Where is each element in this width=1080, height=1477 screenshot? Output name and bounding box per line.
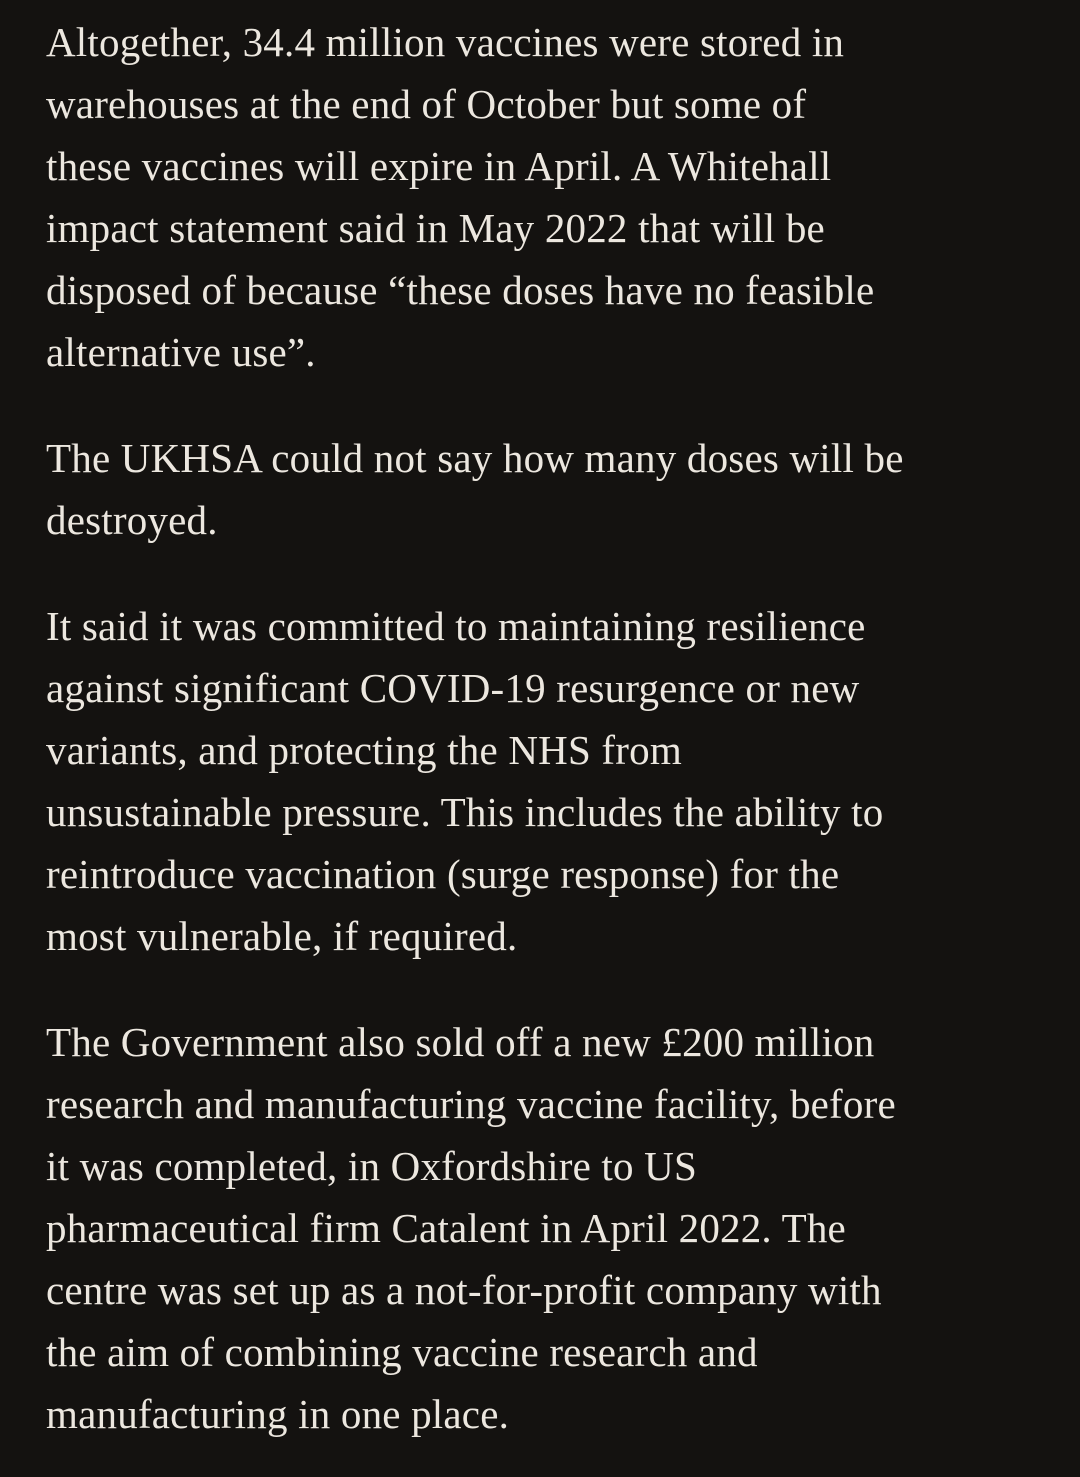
paragraph-line: unsustainable pressure. This includes the ability to bbox=[46, 789, 884, 835]
paragraph-line: reintroduce vaccination (surge response) for the bbox=[46, 851, 840, 897]
article-paragraph bbox=[46, 595, 1080, 967]
paragraph-line: centre was set up as a not-for-profit company with bbox=[46, 1267, 882, 1313]
paragraph-line: research and manufacturing vaccine facility, before bbox=[46, 1081, 896, 1127]
paragraph-line: the aim of combining vaccine research and bbox=[46, 1329, 758, 1375]
paragraph-line: pharmaceutical firm Catalent in April 2022. The bbox=[46, 1205, 846, 1251]
paragraph-line: it was completed, in Oxfordshire to US bbox=[46, 1143, 697, 1189]
paragraph-line: against significant COVID-19 resurgence or new bbox=[46, 665, 860, 711]
paragraph-line: manufacturing in one place. bbox=[46, 1391, 510, 1437]
paragraph-line: these vaccines will expire in April. A Whitehall bbox=[46, 143, 832, 189]
article-paragraph bbox=[46, 11, 1080, 383]
article-paragraph bbox=[46, 1011, 1080, 1445]
article-paragraph bbox=[46, 427, 1080, 551]
paragraph-line: alternative use”. bbox=[46, 329, 316, 375]
paragraph-line: impact statement said in May 2022 that will be bbox=[46, 205, 825, 251]
paragraph-line: Altogether, 34.4 million vaccines were stored in bbox=[46, 19, 845, 65]
paragraph-line: The UKHSA could not say how many doses will be bbox=[46, 435, 904, 481]
paragraph-line: most vulnerable, if required. bbox=[46, 913, 518, 959]
paragraph-line: destroyed. bbox=[46, 497, 218, 543]
paragraph-line: disposed of because “these doses have no feasible bbox=[46, 267, 875, 313]
paragraph-line: It said it was committed to maintaining resilience bbox=[46, 603, 866, 649]
paragraph-line: The Government also sold off a new £200 million bbox=[46, 1019, 875, 1065]
paragraph-line: warehouses at the end of October but some of bbox=[46, 81, 807, 127]
paragraph-line: variants, and protecting the NHS from bbox=[46, 727, 682, 773]
